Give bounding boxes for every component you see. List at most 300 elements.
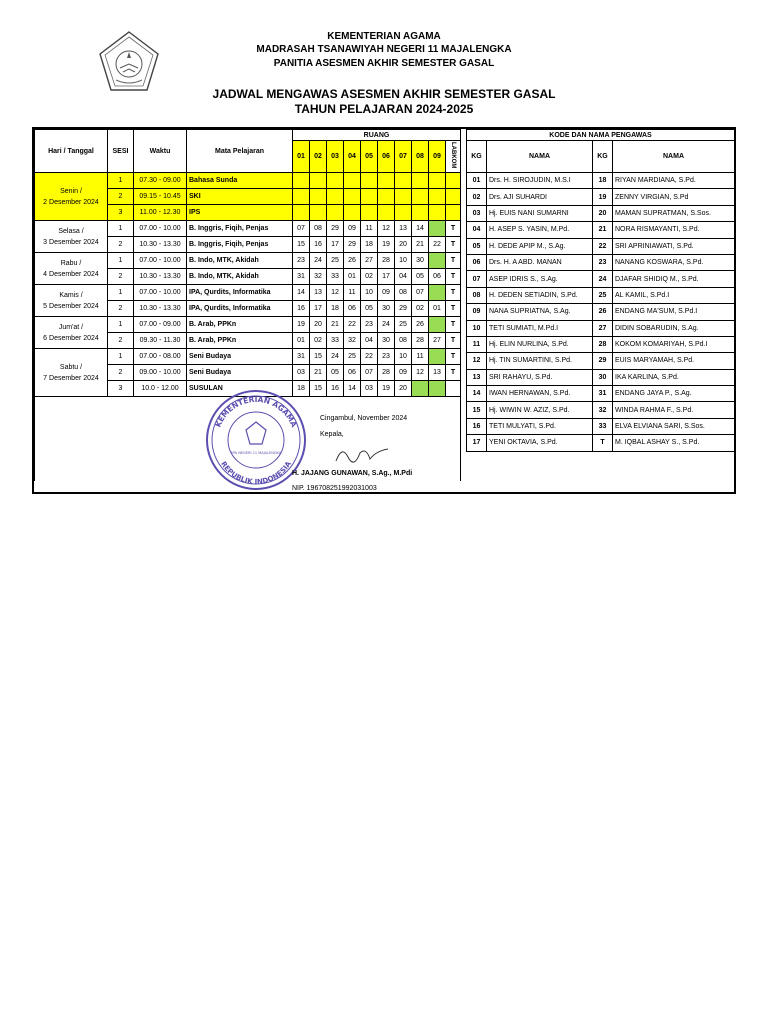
pengawas-title: KODE DAN NAMA PENGAWAS [467, 130, 735, 141]
room-cell [310, 189, 327, 205]
labkom-cell: T [446, 301, 461, 317]
room-header: 02 [310, 141, 327, 173]
room-cell: 09 [344, 221, 361, 237]
nama-cell: Hj. EUIS NANI SUMARNI [487, 205, 593, 221]
pengawas-row [467, 369, 735, 385]
nama-cell: TETI MULYATI, S.Pd. [487, 418, 593, 434]
room-cell: 24 [327, 349, 344, 365]
room-cell: 21 [310, 365, 327, 381]
kode-cell: 18 [593, 173, 613, 189]
mapel-cell: Seni Budaya [187, 349, 293, 365]
kode-cell: 06 [467, 254, 487, 270]
room-cell [412, 173, 429, 189]
ministry-title: KEMENTERIAN AGAMA [327, 31, 441, 42]
nama-cell: ENDANG MA'SUM, S.Pd.I [613, 304, 735, 320]
room-cell: 16 [293, 301, 310, 317]
sesi-cell: 1 [108, 253, 134, 269]
room-cell [429, 205, 446, 221]
nama-cell: Drs. H. A ABD. MANAN [487, 254, 593, 270]
kode-cell: 08 [467, 287, 487, 303]
room-cell: 05 [361, 301, 378, 317]
sesi-cell: 2 [108, 189, 134, 205]
mapel-cell: SUSULAN [187, 381, 293, 397]
mapel-cell: Seni Budaya [187, 365, 293, 381]
room-cell: 08 [395, 285, 412, 301]
day-date: 2 Desember 2024 [43, 198, 99, 206]
room-cell: 30 [378, 301, 395, 317]
waktu-cell: 07.00 - 10.00 [134, 221, 187, 237]
room-cell: 14 [412, 221, 429, 237]
room-cell [429, 317, 446, 333]
header-kg: KG [593, 141, 613, 173]
room-cell [378, 173, 395, 189]
kode-cell: 23 [593, 254, 613, 270]
room-cell: 02 [361, 269, 378, 285]
room-cell: 31 [293, 269, 310, 285]
room-cell: 21 [412, 237, 429, 253]
mapel-cell: B. Indo, MTK, Akidah [187, 269, 293, 285]
nama-cell: ENDANG JAYA P., S.Ag. [613, 386, 735, 402]
pengawas-header-row [467, 141, 735, 173]
room-cell: 19 [378, 381, 395, 397]
room-header: 04 [344, 141, 361, 173]
room-cell [378, 189, 395, 205]
nama-cell: ZENNY VIRGIAN, S.Pd [613, 189, 735, 205]
room-cell [429, 173, 446, 189]
labkom-cell: T [446, 285, 461, 301]
document-title: JADWAL MENGAWAS ASESMEN AKHIR SEMESTER GASAL [212, 87, 556, 101]
room-cell: 16 [327, 381, 344, 397]
kode-cell: 04 [467, 222, 487, 238]
room-cell: 23 [361, 317, 378, 333]
room-cell: 23 [293, 253, 310, 269]
nama-cell: TETI SUMIATI, M.Pd.I [487, 320, 593, 336]
room-cell: 28 [412, 333, 429, 349]
room-cell: 22 [361, 349, 378, 365]
waktu-cell: 09.00 - 10.00 [134, 365, 187, 381]
day-name: Senin / [60, 187, 82, 195]
nama-cell: Drs. H. SIROJUDIN, M.S.I [487, 173, 593, 189]
room-header: 01 [293, 141, 310, 173]
pengawas-row [467, 336, 735, 352]
room-cell: 28 [378, 365, 395, 381]
room-cell: 05 [412, 269, 429, 285]
kode-cell: 15 [467, 402, 487, 418]
mapel-cell: B. Inggris, Fiqih, Penjas [187, 237, 293, 253]
room-cell: 21 [327, 317, 344, 333]
room-cell: 28 [378, 253, 395, 269]
room-cell: 14 [344, 381, 361, 397]
room-header: 06 [378, 141, 395, 173]
room-cell: 09 [378, 285, 395, 301]
sesi-cell: 1 [108, 349, 134, 365]
pengawas-row [467, 435, 735, 451]
day-cell [35, 221, 108, 253]
stamp-top-text: KEMENTERIAN AGAMA [213, 394, 299, 429]
labkom-cell: T [446, 365, 461, 381]
kode-cell: T [593, 435, 613, 451]
nama-cell: MAMAN SUPRATMAN, S.Sos. [613, 205, 735, 221]
waktu-cell: 10.30 - 13.30 [134, 301, 187, 317]
nama-cell: H. DEDEN SETIADIN, S.Pd. [487, 287, 593, 303]
place-date: Cingambul, November 2024 [320, 415, 408, 422]
pengawas-row [467, 402, 735, 418]
day-date: 3 Desember 2024 [43, 238, 99, 246]
pengawas-row [467, 353, 735, 369]
room-cell: 13 [429, 365, 446, 381]
day-date: 7 Desember 2024 [43, 374, 99, 382]
room-cell [412, 205, 429, 221]
room-cell: 31 [293, 349, 310, 365]
room-cell [344, 205, 361, 221]
room-cell [361, 189, 378, 205]
room-cell: 04 [395, 269, 412, 285]
pengawas-row [467, 189, 735, 205]
kode-cell: 31 [593, 386, 613, 402]
room-cell: 30 [412, 253, 429, 269]
schedule-row [35, 173, 461, 189]
room-cell: 02 [310, 333, 327, 349]
room-cell [429, 253, 446, 269]
handwritten-signature [332, 441, 392, 467]
schedule-row [35, 349, 461, 365]
pengawas-row [467, 254, 735, 270]
room-cell: 24 [310, 253, 327, 269]
sesi-cell: 1 [108, 317, 134, 333]
labkom-cell [446, 381, 461, 397]
waktu-cell: 07.00 - 08.00 [134, 349, 187, 365]
header-mapel: Mata Pelajaran [187, 130, 293, 173]
room-cell: 19 [293, 317, 310, 333]
header-waktu: Waktu [134, 130, 187, 173]
room-cell: 16 [310, 237, 327, 253]
nama-cell: NANANG KOSWARA, S.Pd. [613, 254, 735, 270]
header-sesi: SESI [108, 130, 134, 173]
schedule-row [35, 317, 461, 333]
room-cell: 27 [361, 253, 378, 269]
waktu-cell: 09.15 - 10.45 [134, 189, 187, 205]
room-cell: 03 [361, 381, 378, 397]
kode-cell: 28 [593, 336, 613, 352]
kode-cell: 25 [593, 287, 613, 303]
room-cell: 02 [412, 301, 429, 317]
room-header: 07 [395, 141, 412, 173]
room-cell [395, 173, 412, 189]
room-cell [429, 189, 446, 205]
room-cell [395, 189, 412, 205]
mapel-cell: SKI [187, 189, 293, 205]
room-cell: 20 [395, 381, 412, 397]
room-cell: 09 [395, 365, 412, 381]
mapel-cell: B. Inggris, Fiqih, Penjas [187, 221, 293, 237]
kode-cell: 14 [467, 386, 487, 402]
room-cell: 26 [412, 317, 429, 333]
sesi-cell: 3 [108, 205, 134, 221]
sesi-cell: 1 [108, 285, 134, 301]
kode-cell: 29 [593, 353, 613, 369]
room-cell: 12 [327, 285, 344, 301]
room-cell: 33 [327, 269, 344, 285]
room-cell: 32 [310, 269, 327, 285]
pengawas-row [467, 222, 735, 238]
day-name: Selasa / [58, 227, 84, 235]
room-cell [378, 205, 395, 221]
room-cell: 25 [344, 349, 361, 365]
mapel-cell: B. Indo, MTK, Akidah [187, 253, 293, 269]
room-cell: 17 [327, 237, 344, 253]
pengawas-title-row [467, 130, 735, 141]
sesi-cell: 1 [108, 173, 134, 189]
room-cell [344, 189, 361, 205]
kode-cell: 03 [467, 205, 487, 221]
nama-cell: Hj. WIWIN W. AZIZ, S.Pd. [487, 402, 593, 418]
day-name: Sabtu / [59, 363, 83, 371]
nama-cell: AL KAMIL, S.Pd.I [613, 287, 735, 303]
waktu-cell: 07.00 - 10.00 [134, 285, 187, 301]
academic-year: TAHUN PELAJARAN 2024-2025 [294, 102, 474, 116]
kode-cell: 30 [593, 369, 613, 385]
sesi-cell: 1 [108, 221, 134, 237]
labkom-cell: T [446, 253, 461, 269]
room-cell: 25 [395, 317, 412, 333]
kode-cell: 12 [467, 353, 487, 369]
sesi-cell: 2 [108, 333, 134, 349]
nama-cell: WINDA RAHMA F., S.Pd. [613, 402, 735, 418]
kode-cell: 21 [593, 222, 613, 238]
signer-role: Kepala, [320, 431, 344, 438]
nama-cell: DJAFAR SHIDIQ M., S.Pd. [613, 271, 735, 287]
day-name: Kamis / [59, 291, 83, 299]
room-cell [429, 381, 446, 397]
nama-cell: RIYAN MARDIANA, S.Pd. [613, 173, 735, 189]
header-kg: KG [467, 141, 487, 173]
labkom-cell: T [446, 333, 461, 349]
mapel-cell: IPA, Qurdits, Informatika [187, 301, 293, 317]
kode-cell: 17 [467, 435, 487, 451]
room-cell [344, 173, 361, 189]
header-ruang: RUANG [293, 130, 461, 141]
pengawas-row [467, 320, 735, 336]
labkom-cell [446, 205, 461, 221]
nama-cell: EUIS MARYAMAH, S.Pd. [613, 353, 735, 369]
room-cell: 22 [429, 237, 446, 253]
waktu-cell: 09.30 - 11.30 [134, 333, 187, 349]
room-cell [412, 189, 429, 205]
kode-cell: 32 [593, 402, 613, 418]
nama-cell: M. IQBAL ASHAY S., S.Pd. [613, 435, 735, 451]
nama-cell: YENI OKTAVIA, S.Pd. [487, 435, 593, 451]
room-cell: 20 [310, 317, 327, 333]
stamp-bottom-text: REPUBLIK INDONESIA [219, 460, 293, 487]
mapel-cell: IPA, Qurdits, Informatika [187, 285, 293, 301]
signer-nip: NIP. 196708251992031003 [292, 485, 377, 492]
room-cell [327, 173, 344, 189]
labkom-cell: T [446, 237, 461, 253]
room-cell: 08 [310, 221, 327, 237]
room-cell: 14 [293, 285, 310, 301]
room-cell: 25 [327, 253, 344, 269]
labkom-header [446, 141, 461, 173]
room-cell [293, 173, 310, 189]
kode-cell: 33 [593, 418, 613, 434]
pengawas-row [467, 205, 735, 221]
room-cell: 32 [344, 333, 361, 349]
room-cell: 08 [395, 333, 412, 349]
kode-cell: 16 [467, 418, 487, 434]
room-cell: 13 [395, 221, 412, 237]
room-cell: 15 [310, 381, 327, 397]
header-nama: NAMA [487, 141, 593, 173]
room-header: 05 [361, 141, 378, 173]
sesi-cell: 2 [108, 301, 134, 317]
signer-name: H. JAJANG GUNAWAN, S.Ag., M.Pdi [292, 470, 413, 477]
room-cell: 07 [412, 285, 429, 301]
nama-cell: SRI APRINIAWATI, S.Pd. [613, 238, 735, 254]
stamp-inner-text: MTs NEGERI 11 MAJALENGKA [230, 451, 282, 455]
nama-cell: DIDIN SOBARUDIN, S.Ag. [613, 320, 735, 336]
nama-cell: Hj. ELIN NURLINA, S.Pd. [487, 336, 593, 352]
room-cell: 11 [344, 285, 361, 301]
header-day: Hari / Tanggal [35, 130, 108, 173]
room-cell [361, 173, 378, 189]
room-cell [429, 285, 446, 301]
nama-cell: ELVA ELVIANA SARI, S.Sos. [613, 418, 735, 434]
room-cell: 18 [361, 237, 378, 253]
room-cell: 19 [378, 237, 395, 253]
room-cell: 17 [310, 301, 327, 317]
room-cell [293, 189, 310, 205]
sesi-cell: 3 [108, 381, 134, 397]
mapel-cell: IPS [187, 205, 293, 221]
room-cell: 15 [293, 237, 310, 253]
room-cell [412, 381, 429, 397]
day-date: 4 Desember 2024 [43, 270, 99, 278]
day-name: Jum'at / [58, 323, 84, 331]
labkom-cell [446, 189, 461, 205]
mapel-cell: Bahasa Sunda [187, 173, 293, 189]
room-cell: 23 [378, 349, 395, 365]
room-cell: 29 [327, 221, 344, 237]
room-cell: 29 [395, 301, 412, 317]
nama-cell: Hj. TIN SUMARTINI, S.Pd. [487, 353, 593, 369]
room-header: 09 [429, 141, 446, 173]
schedule-row [35, 253, 461, 269]
kode-cell: 09 [467, 304, 487, 320]
day-cell [35, 173, 108, 221]
school-name: MADRASAH TSANAWIYAH NEGERI 11 MAJALENGKA [256, 44, 512, 55]
room-cell: 11 [412, 349, 429, 365]
room-cell: 05 [327, 365, 344, 381]
room-cell: 22 [344, 317, 361, 333]
labkom-label: LABKOM [450, 142, 456, 169]
room-cell: 20 [395, 237, 412, 253]
kode-cell: 26 [593, 304, 613, 320]
room-cell [429, 221, 446, 237]
room-cell: 10 [395, 253, 412, 269]
room-cell [327, 189, 344, 205]
nama-cell: KOKOM KOMARIYAH, S.Pd.I [613, 336, 735, 352]
kode-cell: 02 [467, 189, 487, 205]
room-cell: 04 [361, 333, 378, 349]
pengawas-row [467, 287, 735, 303]
room-cell: 06 [344, 301, 361, 317]
room-cell: 01 [344, 269, 361, 285]
nama-cell: H. ASEP S. YASIN, M.Pd. [487, 222, 593, 238]
room-cell: 07 [293, 221, 310, 237]
mapel-cell: B. Arab, PPKn [187, 333, 293, 349]
waktu-cell: 11.00 - 12.30 [134, 205, 187, 221]
labkom-cell: T [446, 221, 461, 237]
room-cell: 18 [293, 381, 310, 397]
room-cell: 12 [412, 365, 429, 381]
kode-cell: 05 [467, 238, 487, 254]
labkom-cell: T [446, 269, 461, 285]
room-cell: 07 [361, 365, 378, 381]
room-cell: 13 [310, 285, 327, 301]
day-name: Rabu / [60, 259, 82, 267]
room-cell: 33 [327, 333, 344, 349]
nama-cell: Drs. AJI SUHARDI [487, 189, 593, 205]
mapel-cell: B. Arab, PPKn [187, 317, 293, 333]
room-cell: 29 [344, 237, 361, 253]
schedule-header-row [35, 130, 461, 141]
room-cell: 24 [378, 317, 395, 333]
nama-cell: NORA RISMAYANTI, S.Pd. [613, 222, 735, 238]
pengawas-table [466, 129, 735, 452]
waktu-cell: 10.0 - 12.00 [134, 381, 187, 397]
room-cell: 01 [293, 333, 310, 349]
schedule-row [35, 221, 461, 237]
room-cell [327, 205, 344, 221]
kode-cell: 20 [593, 205, 613, 221]
labkom-cell [446, 173, 461, 189]
pengawas-row [467, 304, 735, 320]
labkom-cell: T [446, 349, 461, 365]
day-cell [35, 349, 108, 397]
room-cell: 10 [361, 285, 378, 301]
sesi-cell: 2 [108, 365, 134, 381]
room-cell [310, 205, 327, 221]
nama-cell: IWAN HERNAWAN, S.Pd. [487, 386, 593, 402]
room-header: 03 [327, 141, 344, 173]
room-cell: 30 [378, 333, 395, 349]
room-cell: 10 [395, 349, 412, 365]
room-cell: 17 [378, 269, 395, 285]
pengawas-row [467, 271, 735, 287]
day-cell [35, 253, 108, 285]
room-cell: 15 [310, 349, 327, 365]
pengawas-row [467, 386, 735, 402]
pengawas-row [467, 418, 735, 434]
nama-cell: H. DEDE APIP M., S.Ag. [487, 238, 593, 254]
room-cell: 06 [429, 269, 446, 285]
room-cell: 11 [361, 221, 378, 237]
kode-cell: 24 [593, 271, 613, 287]
room-cell: 27 [429, 333, 446, 349]
day-cell [35, 285, 108, 317]
kode-cell: 11 [467, 336, 487, 352]
room-cell: 01 [429, 301, 446, 317]
waktu-cell: 07.00 - 09.00 [134, 317, 187, 333]
room-cell [361, 205, 378, 221]
nama-cell: IKA KARLINA, S.Pd. [613, 369, 735, 385]
room-cell: 12 [378, 221, 395, 237]
kode-cell: 10 [467, 320, 487, 336]
sesi-cell: 2 [108, 237, 134, 253]
waktu-cell: 07.00 - 10.00 [134, 253, 187, 269]
kode-cell: 22 [593, 238, 613, 254]
waktu-cell: 10.30 - 13.30 [134, 237, 187, 253]
